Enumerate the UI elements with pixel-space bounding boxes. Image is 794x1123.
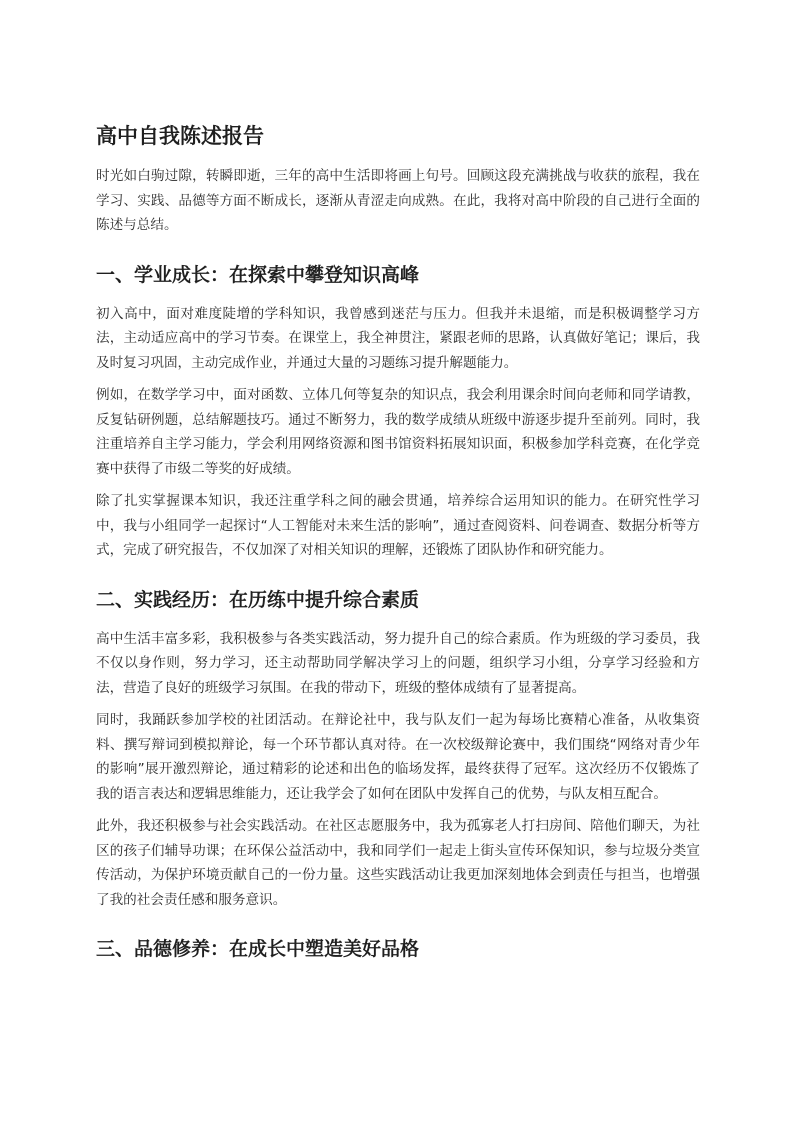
document-page — [96, 118, 700, 976]
section-heading: 三、品德修养：在成长中塑造美好品格 — [96, 938, 420, 960]
intro-paragraph: 时光如白驹过隙，转瞬即逝，三年的高中生活即将画上句号。回顾这段充满挑战与收获的旅程，我在学习、实践、品德等方面不断成长，逐渐从青涩走向成熟。在此，我将对高中阶段的自己进行全面的陈述与总结。 — [96, 168, 700, 233]
section-heading: 二、实践经历：在历练中提升综合素质 — [96, 588, 420, 611]
body-paragraph: 同时，我踊跃参加学校的社团活动。在辩论社中，我与队友们一起为每场比赛精心准备，从收集资料、撰写辩词到模拟辩论，每一个环节都认真对待。在一次校级辩论赛中，我们围绕“网络对青少年的影响”展开激烈辩论，通过精彩的论述和出色的临场发挥，最终获得了冠军。这次经历不仅锻炼了我的语言表达和逻辑思维能力，还让我学会了如何在团队中发挥自己的优势，与队友相互配合。 — [96, 712, 700, 802]
section-practice — [96, 585, 700, 913]
section-character — [96, 934, 700, 964]
body-paragraph: 此外，我还积极参与社会实践活动。在社区志愿服务中，我为孤寡老人打扫房间、陪他们聊天，为社区的孩子们辅导功课；在环保公益活动中，我和同学们一起走上街头宣传环保知识，参与垃圾分类宣传活动，为保护环境贡献自己的一份力量。这些实践活动让我更加深刻地体会到责任与担当，也增强了我的社会责任感和服务意识。 — [96, 818, 700, 908]
body-paragraph: 除了扎实掌握课本知识，我还注重学科之间的融会贯通，培养综合运用知识的能力。在研究性学习中，我与小组同学一起探讨“人工智能对未来生活的影响”，通过查阅资料、问卷调查、数据分析等方式，完成了研究报告，不仅加深了对相关知识的理解，还锻炼了团队协作和研究能力。 — [96, 493, 700, 558]
body-paragraph: 初入高中，面对难度陡增的学科知识，我曾感到迷茫与压力。但我并未退缩，而是积极调整学习方法，主动适应高中的学习节奏。在课堂上，我全神贯注，紧跟老师的思路，认真做好笔记；课后，我及时复习巩固，主动完成作业，并通过大量的习题练习提升解题能力。 — [96, 305, 700, 371]
body-paragraph: 高中生活丰富多彩，我积极参与各类实践活动，努力提升自己的综合素质。作为班级的学习委员，我不仅以身作则，努力学习，还主动帮助同学解决学习上的问题，组织学习小组，分享学习经验和方法，营造了良好的班级学习氛围。在我的带动下，班级的整体成绩有了显著提高。 — [96, 630, 700, 696]
body-paragraph: 例如，在数学学习中，面对函数、立体几何等复杂的知识点，我会利用课余时间向老师和同学请教，反复钻研例题，总结解题技巧。通过不断努力，我的数学成绩从班级中游逐步提升至前列。同时，我注重培养自主学习能力，学会利用网络资源和图书馆资料拓展知识面，积极参加学科竞赛，在化学竞赛中获得了市级二等奖的好成绩。 — [96, 387, 700, 477]
document-title: 高中自我陈述报告 — [96, 124, 264, 148]
section-academic — [96, 260, 700, 563]
section-heading: 一、学业成长：在探索中攀登知识高峰 — [96, 263, 420, 286]
